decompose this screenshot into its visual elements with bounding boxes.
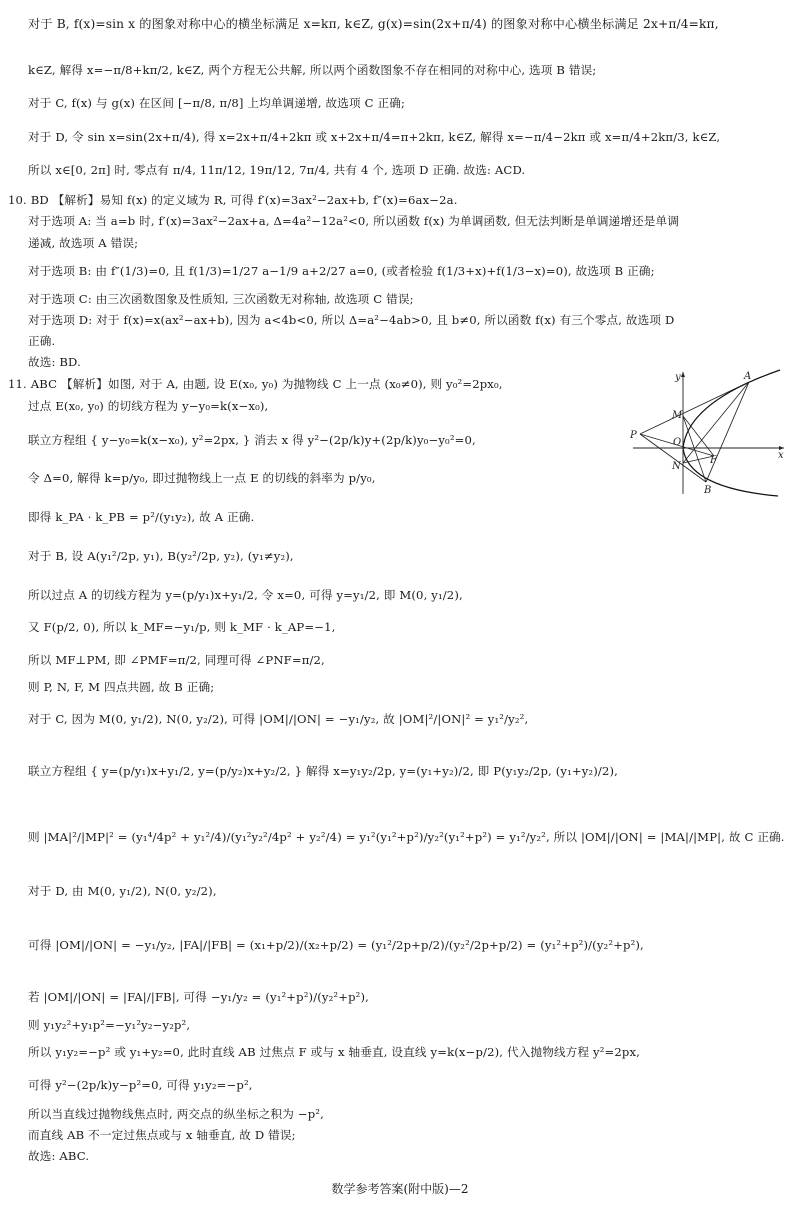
text-line-23: 则 P, N, F, M 四点共圆, 故 B 正确; [28, 680, 215, 694]
text-line-14: 11. ABC 【解析】如图, 对于 A, 由题, 设 E(x₀, y₀) 为抛物线 C 上一点 (x₀≠0), 则 y₀²=2px₀, [8, 377, 503, 391]
label-p: P [630, 430, 637, 441]
text-line-10: 对于选项 C: 由三次函数图象及性质知, 三次函数无对称轴, 故选项 C 错误; [28, 292, 414, 306]
segment-mb [683, 416, 706, 482]
text-line-15: 过点 E(x₀, y₀) 的切线方程为 y−y₀=k(x−x₀), [28, 399, 269, 413]
text-line-11: 对于选项 D: 对于 f(x)=x(ax²−ax+b), 因为 a<4b<0, 所以 Δ=a²−4ab>0, 且 b≠0, 所以函数 f(x) 有三个零点, 故选项 D [28, 313, 675, 327]
label-m: M [672, 410, 683, 421]
text-line-30: 则 y₁y₂²+y₁p²=−y₁²y₂−y₂p², [28, 1018, 191, 1032]
text-line-35: 故选: ABC. [28, 1149, 90, 1163]
page-footer: 数学参考答案(附中版)—2 [331, 1182, 469, 1196]
text-line-1: 对于 B, f(x)=sin x 的图象对称中心的横坐标满足 x=kπ, k∈Z, g(x)=sin(2x+π/4) 的图象对称中心横坐标满足 2x+π/4=kπ, [28, 17, 719, 31]
text-line-26: 则 |MA|²/|MP|² = (y₁⁴/4p² + y₁²/4)/(y₁²y₂²/4p² + y₂²/4) = y₁²(y₁²+p²)/y₂²(y₁²+p²) = y₁²/y₂², 所以 |OM|/|ON| = |MA|/|MP|, 故 C 正确. [28, 830, 785, 844]
text-line-34: 而直线 AB 不一定过焦点或与 x 轴垂直, 故 D 错误; [28, 1128, 296, 1142]
label-a: A [744, 371, 752, 382]
text-line-4: 对于 D, 令 sin x=sin(2x+π/4), 得 x=2x+π/4+2kπ 或 x+2x+π/4=π+2kπ, k∈Z, 解得 x=−π/4−2kπ 或 x=π/4+2kπ/3, k∈Z, [28, 130, 721, 144]
text-line-33: 所以当直线过抛物线焦点时, 两交点的纵坐标之积为 −p², [28, 1107, 324, 1121]
y-axis-arrow [681, 372, 685, 377]
text-line-9: 对于选项 B: 由 f″(1/3)=0, 且 f(1/3)=1/27 a−1/9 a+2/27 a=0, (或者检验 f(1/3+x)+f(1/3−x)=0), 故选项 B 正确; [28, 264, 655, 278]
label-f: F [710, 455, 717, 466]
text-line-31: 所以 y₁y₂=−p² 或 y₁+y₂=0, 此时直线 AB 过焦点 F 或与 x 轴垂直, 设直线 y=k(x−p/2), 代入抛物线方程 y²=2px, [28, 1045, 640, 1059]
text-line-18: 即得 k_PA · k_PB = p²/(y₁y₂), 故 A 正确. [28, 510, 255, 524]
text-line-12: 正确. [28, 334, 56, 348]
segment-mf [683, 416, 714, 456]
text-line-13: 故选: BD. [28, 355, 81, 369]
text-line-5: 所以 x∈[0, 2π] 时, 零点有 π/4, 11π/12, 19π/12, 7π/4, 共有 4 个, 选项 D 正确. 故选: ACD. [28, 163, 526, 177]
text-line-2: k∈Z, 解得 x=−π/8+kπ/2, k∈Z, 两个方程无公共解, 所以两个函数图象不存在相同的对称中心, 选项 B 错误; [28, 63, 597, 77]
text-line-16: 联立方程组 { y−y₀=k(x−x₀), y²=2px, } 消去 x 得 y²−(2p/k)y+(2p/k)y₀−y₀²=0, [28, 433, 476, 447]
parabola-figure [628, 368, 788, 498]
parabola-curve [683, 370, 780, 496]
text-line-19: 对于 B, 设 A(y₁²/2p, y₁), B(y₂²/2p, y₂), (y₁≠y₂), [28, 549, 294, 563]
label-y: y [675, 372, 681, 383]
text-line-6: 10. BD 【解析】易知 f(x) 的定义域为 R, 可得 f′(x)=3ax²−2ax+b, f″(x)=6ax−2a. [8, 193, 458, 207]
text-line-7: 对于选项 A: 当 a=b 时, f′(x)=3ax²−2ax+a, Δ=4a²−12a²<0, 所以函数 f(x) 为单调函数, 但无法判断是单调递增还是单调 [28, 214, 680, 228]
text-line-21: 又 F(p/2, 0), 所以 k_MF=−y₁/p, 则 k_MF · k_AP=−1, [28, 620, 336, 634]
text-line-27: 对于 D, 由 M(0, y₁/2), N(0, y₂/2), [28, 884, 217, 898]
text-line-20: 所以过点 A 的切线方程为 y=(p/y₁)x+y₁/2, 令 x=0, 可得 y=y₁/2, 即 M(0, y₁/2), [28, 588, 463, 602]
text-line-8: 递减, 故选项 A 错误; [28, 236, 139, 250]
text-line-28: 可得 |OM|/|ON| = −y₁/y₂, |FA|/|FB| = (x₁+p/2)/(x₂+p/2) = (y₁²/2p+p/2)/(y₂²/2p+p/2) = (y₁²+p²)/(y₂²+p²), [28, 938, 644, 952]
chord-ab [706, 382, 749, 482]
text-line-29: 若 |OM|/|ON| = |FA|/|FB|, 可得 −y₁/y₂ = (y₁²+p²)/(y₂²+p²), [28, 990, 369, 1004]
text-line-3: 对于 C, f(x) 与 g(x) 在区间 [−π/8, π/8] 上均单调递增, 故选项 C 正确; [28, 96, 406, 110]
tangent-pa [640, 382, 749, 434]
label-x: x [778, 450, 784, 461]
text-line-24: 对于 C, 因为 M(0, y₁/2), N(0, y₂/2), 可得 |OM|/|ON| = −y₁/y₂, 故 |OM|²/|ON|² = y₁²/y₂², [28, 712, 529, 726]
text-line-25: 联立方程组 { y=(p/y₁)x+y₁/2, y=(p/y₂)x+y₂/2, } 解得 x=y₁y₂/2p, y=(y₁+y₂)/2, 即 P(y₁y₂/2p, (y₁+y₂)/2), [28, 764, 618, 778]
text-line-17: 令 Δ=0, 解得 k=p/y₀, 即过抛物线上一点 E 的切线的斜率为 p/y₀, [28, 471, 376, 485]
text-line-22: 所以 MF⊥PM, 即 ∠PMF=π/2, 同理可得 ∠PNF=π/2, [28, 653, 325, 667]
label-n: N [672, 461, 681, 472]
text-line-32: 可得 y²−(2p/k)y−p²=0, 可得 y₁y₂=−p², [28, 1078, 253, 1092]
label-o: O [673, 437, 682, 448]
label-b: B [704, 485, 712, 496]
